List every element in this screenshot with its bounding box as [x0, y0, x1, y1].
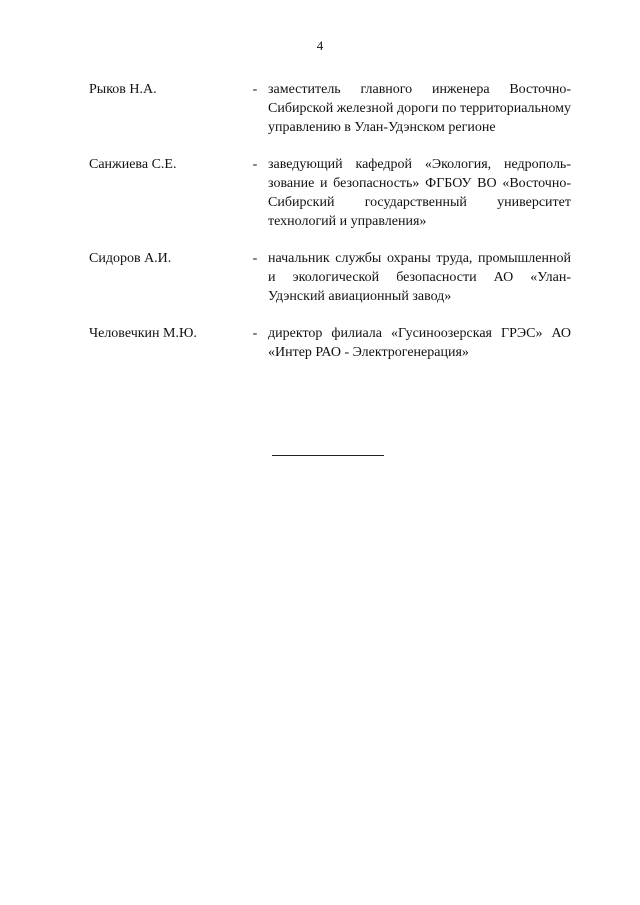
member-name: Рыков Н.А. — [89, 82, 157, 97]
member-dash: - — [252, 157, 258, 172]
member-entry — [89, 155, 571, 231]
member-entry — [89, 80, 571, 137]
end-divider-line — [272, 455, 384, 456]
page-number: 4 — [316, 38, 324, 53]
member-dash: - — [252, 82, 258, 97]
member-position: начальник службы охраны труда, промышленной и экологической безопасности АО «Улан-Удэнский авиационный завод» — [268, 251, 571, 304]
member-entry — [89, 249, 571, 306]
member-position: заместитель главного инженера Восточно-Сибирской железной дороги по территориальному управлению в Улан-Удэнском регионе — [268, 82, 571, 135]
member-position: директор филиала «Гусиноозерская ГРЭС» АО «Интер РАО - Электрогенерация» — [268, 326, 571, 360]
member-entry — [89, 324, 571, 362]
member-name: Санжиева С.Е. — [89, 157, 177, 172]
member-name: Сидоров А.И. — [89, 251, 172, 266]
member-dash: - — [252, 326, 258, 341]
member-dash: - — [252, 251, 258, 266]
member-name: Человечкин М.Ю. — [89, 326, 197, 341]
member-position: заведующий кафедрой «Экология, недропользование и безопасность» ФГБОУ ВО «Восточно-Сибирский государственный университет технологий и управления» — [268, 157, 571, 229]
member-list — [89, 80, 571, 380]
